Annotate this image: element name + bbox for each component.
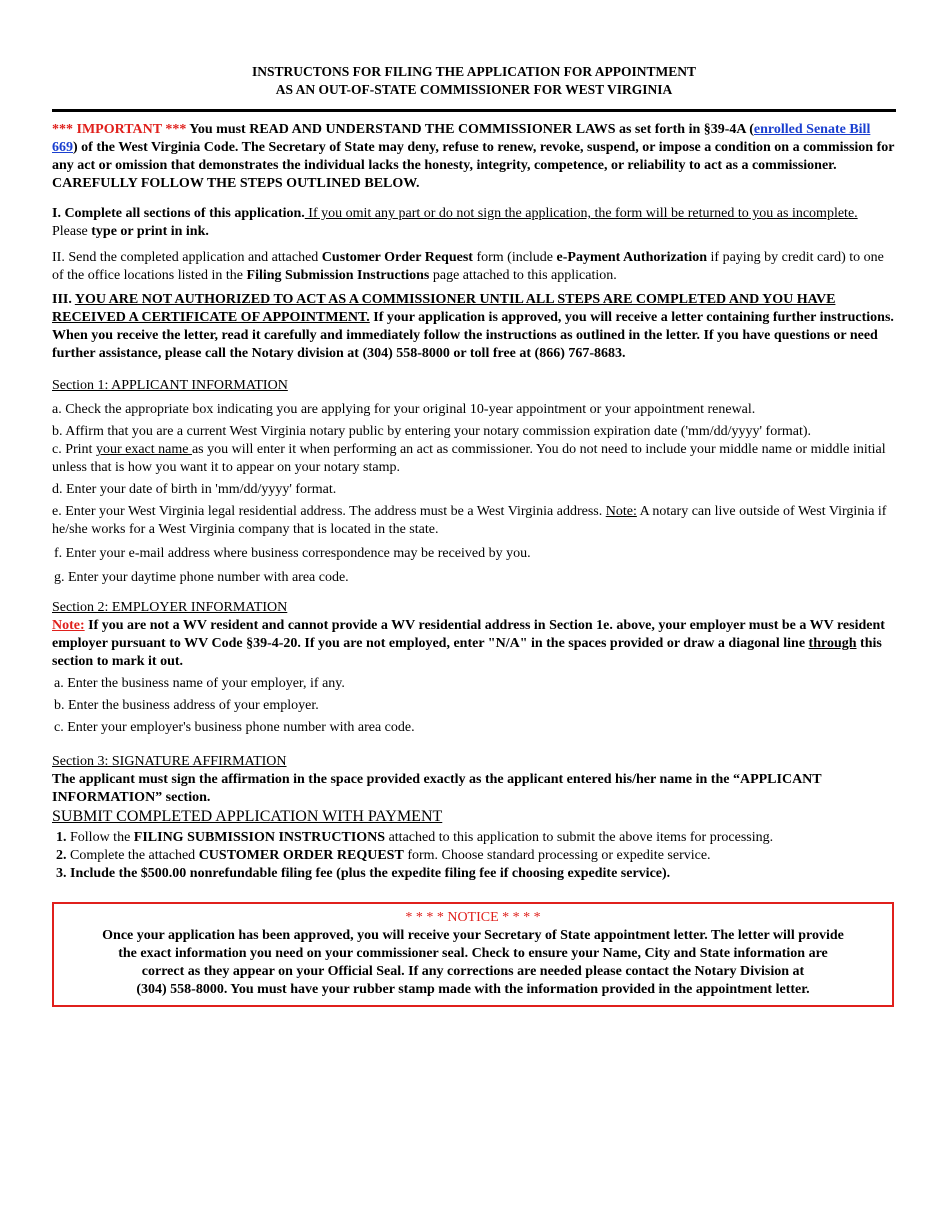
submit-step-3-num: 3. [56, 866, 67, 881]
step-2-epayment: e-Payment Authorization [556, 250, 708, 265]
section-2-item-a: a. Enter the business name of your employer, if any. [54, 676, 345, 691]
step-2-text-2: form (include [472, 250, 557, 265]
submit-step-1 [52, 829, 896, 847]
submit-step-2 [52, 847, 896, 865]
important-paragraph [52, 121, 896, 193]
section-2-note-text-2: this section to mark it out. [52, 636, 882, 669]
notice-line-4: (304) 558-8000. You must have your rubber stamp made with the information provided in the appointment letter. [136, 982, 810, 997]
section-1-item-e [52, 503, 896, 539]
document-title [52, 63, 896, 99]
step-2-text-3: if paying by credit card) to one of the office locations listed in the [52, 250, 884, 283]
section-2-heading-text: Section 2: EMPLOYER INFORMATION [52, 600, 288, 615]
step-3 [52, 291, 896, 363]
submit-title: SUBMIT COMPLETED APPLICATION WITH PAYMENT [52, 808, 443, 825]
title-line-1: INSTRUCTONS FOR FILING THE APPLICATION FOR APPOINTMENT [251, 64, 697, 79]
section-2-item-b: b. Enter the business address of your employer. [54, 698, 319, 713]
notice-line-2: the exact information you need on your commissioner seal. Check to ensure your Name, City and State information are [118, 946, 828, 961]
item-c-pre: c. Print [52, 442, 96, 457]
step-1-underlined: If you omit any part or do not sign the application, the form will be returned to you as incomplete. [304, 206, 858, 221]
notice-line-1: Once your application has been approved, you will receive your Secretary of State appointment letter. The letter will provide [102, 928, 844, 943]
step-2-text-1: II. Send the completed application and attached [52, 250, 322, 265]
step-1-bold: I. Complete all sections of this application. [52, 206, 305, 221]
instructions-page [52, 63, 896, 1007]
submit-step-2-pre: Complete the attached [66, 848, 199, 863]
section-3-text: The applicant must sign the affirmation in the space provided exactly as the applicant entered his/her name in the “APPLICANT INFORMATION” section. [52, 772, 822, 805]
submit-step-1-bold: FILING SUBMISSION INSTRUCTIONS [133, 830, 386, 845]
submit-step-2-post: form. Choose standard processing or expedite service. [403, 848, 711, 863]
submit-step-1-post: attached to this application to submit the above items for processing. [385, 830, 774, 845]
section-1-item-f: f. Enter your e-mail address where business correspondence may be received by you. [54, 546, 531, 561]
submit-step-2-bold: CUSTOMER ORDER REQUEST [198, 848, 404, 863]
section-2-item-c: c. Enter your employer's business phone number with area code. [54, 720, 415, 735]
submit-step-3 [52, 865, 896, 883]
section-1-heading-text: Section 1: APPLICANT INFORMATION [52, 378, 288, 393]
step-1-bold-end: type or print in ink. [91, 224, 209, 239]
section-2-note-through: through [808, 636, 857, 651]
section-1-item-c [52, 441, 896, 477]
submit-step-1-num: 1. [56, 830, 67, 845]
item-c-underlined: your exact name [95, 442, 192, 457]
section-2-note-text-1: If you are not a WV resident and cannot provide a WV residential address in Section 1e. above, your employer must be a WV resident employer pursuant to WV Code §39-4-20. If you are not employed, enter "N/A" in the spaces provided or draw a diagonal line [52, 618, 885, 651]
senate-bill-link[interactable]: enrolled Senate Bill 669 [52, 122, 871, 155]
section-1-item-b: b. Affirm that you are a current West Virginia notary public by entering your notary commission expiration date ('mm/dd/yyyy' format). [52, 424, 812, 439]
important-text-2: ) of the West Virginia Code. The Secretary of State may deny, refuse to renew, revoke, suspend, or impose a condition on a commission for any act or omission that demonstrates the individual lacks the honesty, integrity, competence, or reliability to act as a commissioner. CAREFULLY FOLLOW THE STEPS OUTLINED BELOW. [52, 140, 895, 191]
step-3-underlined: YOU ARE NOT AUTHORIZED TO ACT AS A COMMISSIONER UNTIL ALL STEPS ARE COMPLETED AND YOU HAVE RECEIVED A CERTIFICATE OF APPOINTMENT. [52, 292, 836, 325]
notice-title: * * * * NOTICE * * * * [405, 910, 541, 925]
step-2-filing-submission: Filing Submission Instructions [246, 268, 430, 283]
section-1-item-d: d. Enter your date of birth in 'mm/dd/yyyy' format. [52, 482, 337, 497]
step-2-text-4: page attached to this application. [429, 268, 617, 283]
step-2 [52, 249, 896, 285]
step-3-rest: If your application is approved, you will receive a letter containing further instructions. When you receive the letter, read it carefully and immediately follow the instructions as outlined in the letter. If you have questions or need further assistance, please call the Notary division at (304) 558-8000 or toll free at (866) 767-8683. [52, 310, 894, 361]
section-1-item-g: g. Enter your daytime phone number with area code. [54, 570, 349, 585]
step-2-customer-order: Customer Order Request [321, 250, 473, 265]
title-line-2: AS AN OUT-OF-STATE COMMISSIONER FOR WEST VIRGINIA [275, 82, 673, 97]
submit-steps [52, 829, 896, 883]
step-3-prefix: III. [52, 292, 75, 307]
section-2-note-label: Note: [52, 618, 85, 633]
submit-step-2-num: 2. [56, 848, 67, 863]
step-1 [52, 205, 896, 241]
section-1-item-a: a. Check the appropriate box indicating you are applying for your original 10-year appointment or your appointment renewal. [52, 402, 756, 417]
important-label: *** IMPORTANT *** [52, 122, 187, 137]
section-2-heading [52, 599, 896, 617]
item-e-pre: e. Enter your West Virginia legal residential address. The address must be a West Virginia address. [52, 504, 606, 519]
submit-step-3-text: Include the $500.00 nonrefundable filing fee (plus the expedite filing fee if choosing expedite service). [66, 866, 671, 881]
notice-box [52, 902, 894, 1007]
item-e-note: Note: [605, 504, 637, 519]
section-2-note [52, 617, 896, 671]
submit-step-1-pre: Follow the [66, 830, 134, 845]
item-c-post: as you will enter it when performing an act as commissioner. You do not need to include your middle name or middle initial unless that is how you want it to appear on your notary stamp. [52, 442, 886, 475]
item-e-post: A notary can live outside of West Virginia if he/she works for a West Virginia company that is located in the state. [52, 504, 887, 537]
section-3-heading [52, 753, 896, 771]
section-1-heading [52, 377, 896, 395]
title-divider [52, 109, 896, 112]
notice-line-3: correct as they appear on your Official Seal. If any corrections are needed please contact the Notary Division at [141, 964, 805, 979]
important-text-1: You must READ AND UNDERSTAND THE COMMISSIONER LAWS as set forth in §39-4A ( [186, 122, 754, 137]
section-3-heading-text: Section 3: SIGNATURE AFFIRMATION [52, 754, 287, 769]
step-1-plain: Please [52, 224, 92, 239]
